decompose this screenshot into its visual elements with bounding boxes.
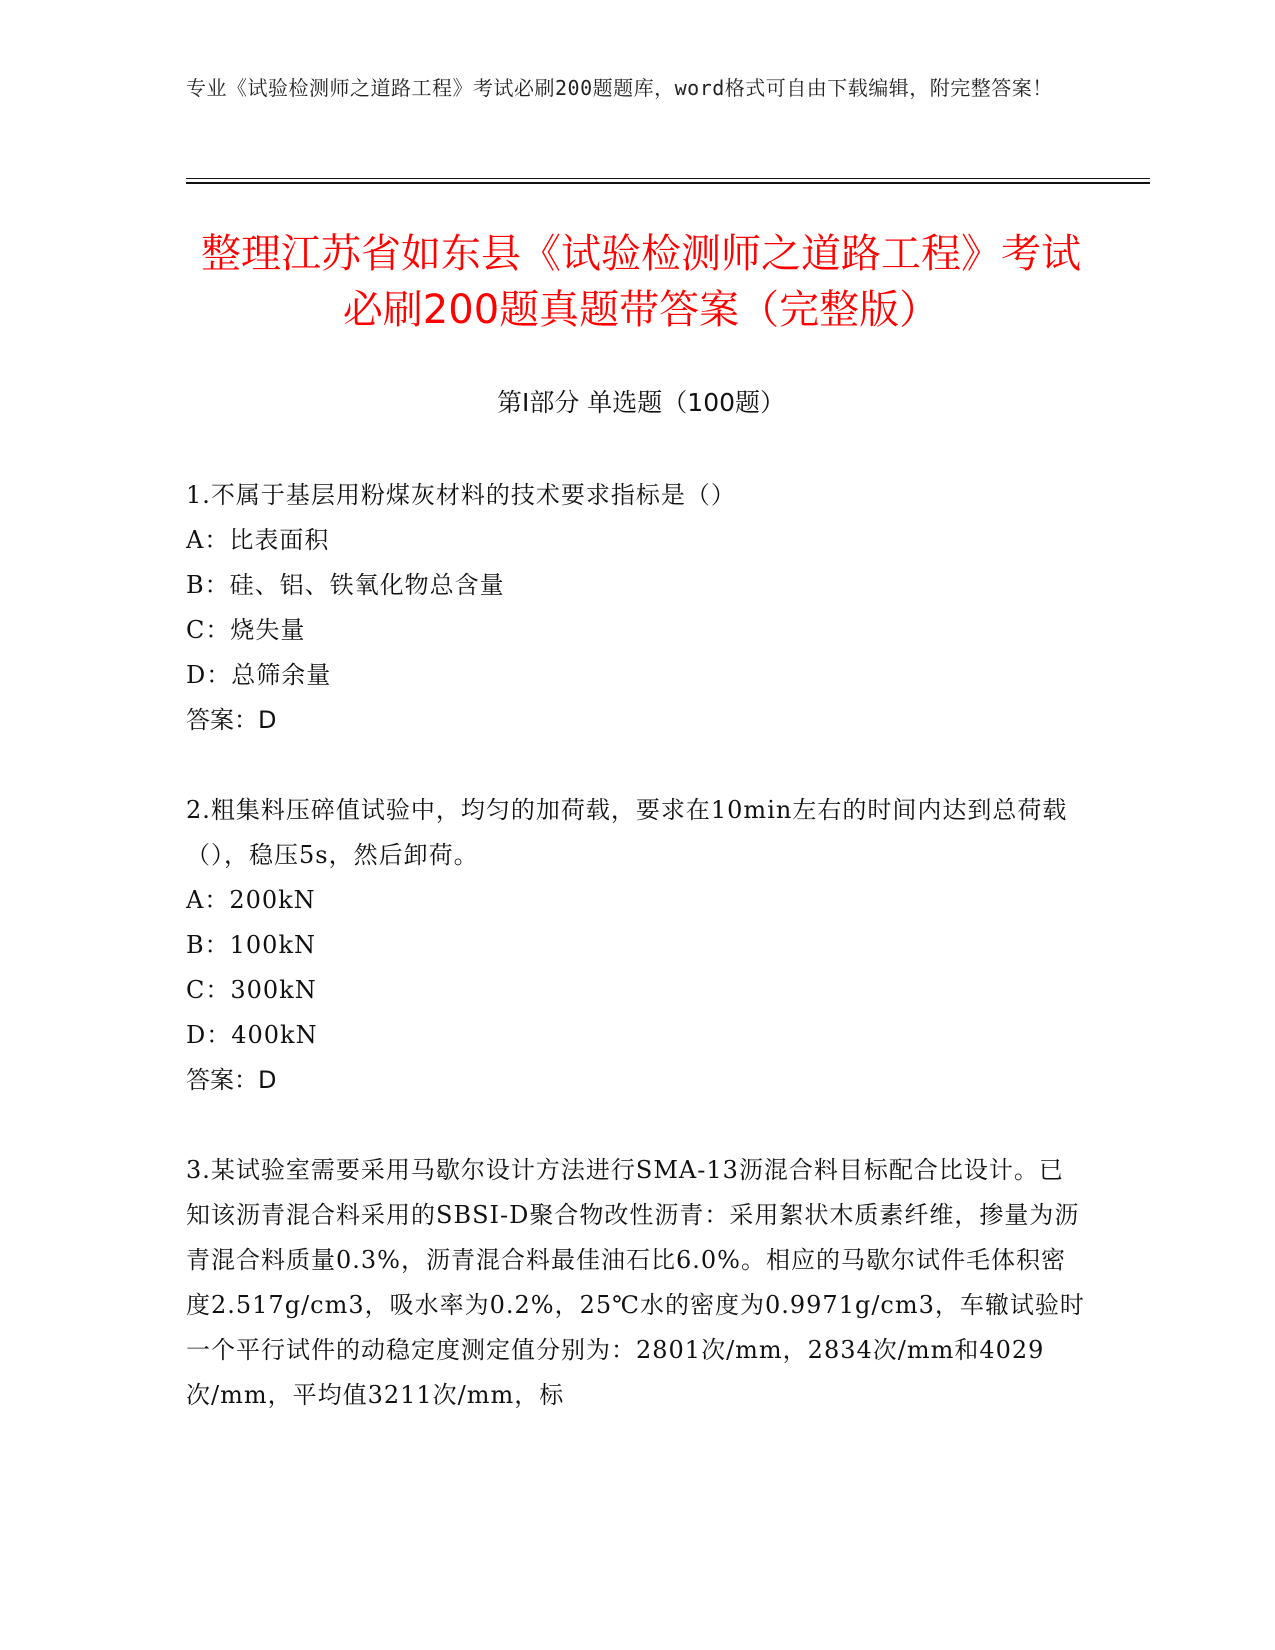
option-c: C：烧失量 bbox=[186, 616, 306, 644]
answer-line: 答案：D bbox=[186, 706, 277, 734]
option-b: B：100kN bbox=[186, 931, 316, 959]
option-c: C：300kN bbox=[186, 976, 317, 1004]
question-text: 3.某试验室需要采用马歇尔设计方法进行SMA-13沥混合料目标配合比设计。已知该沥青混合料采用的SBSI-D聚合物改性沥青：采用絮状木质素纤维，掺量为沥青混合料质量0.3%，沥青混合料最佳油石比6.0%。相应的马歇尔试件毛体积密度2.517g/cm3，吸水率为0.2%，25℃水的密度为0.9971g/cm3，车辙试验时一个平行试件的动稳定度测定值分别为：2801次/mm，2834次/mm和4029次/mm，平均值3211次/mm，标 bbox=[186, 1156, 1085, 1409]
option-a: A：比表面积 bbox=[186, 526, 330, 554]
answer-line: 答案：D bbox=[186, 1066, 277, 1094]
question-text: 1.不属于基层用粉煤灰材料的技术要求指标是（） bbox=[186, 481, 736, 509]
option-d: D：400kN bbox=[186, 1021, 318, 1049]
document-title: 整理江苏省如东县《试验检测师之道路工程》考试必刷200题真题带答案（完整版） bbox=[201, 231, 1081, 333]
header-note: 专业《试验检测师之道路工程》考试必刷200题题库，word格式可自由下载编辑，附完整答案！ bbox=[186, 76, 1053, 100]
option-a: A：200kN bbox=[186, 886, 316, 914]
question-2 bbox=[186, 788, 1086, 1103]
question-text: 2.粗集料压碎值试验中，均匀的加荷载，要求在10min左右的时间内达到总荷载（），稳压5s，然后卸荷。 bbox=[186, 796, 1068, 869]
option-d: D：总筛余量 bbox=[186, 661, 332, 689]
option-b: B：硅、铝、铁氧化物总含量 bbox=[186, 571, 505, 599]
section-title: 第Ⅰ部分 单选题（100题） bbox=[496, 388, 786, 417]
header-divider-thin bbox=[186, 178, 1150, 179]
header-divider-thick bbox=[186, 182, 1150, 184]
question-1 bbox=[186, 473, 1086, 743]
question-list bbox=[186, 473, 1086, 1463]
question-3 bbox=[186, 1148, 1086, 1418]
